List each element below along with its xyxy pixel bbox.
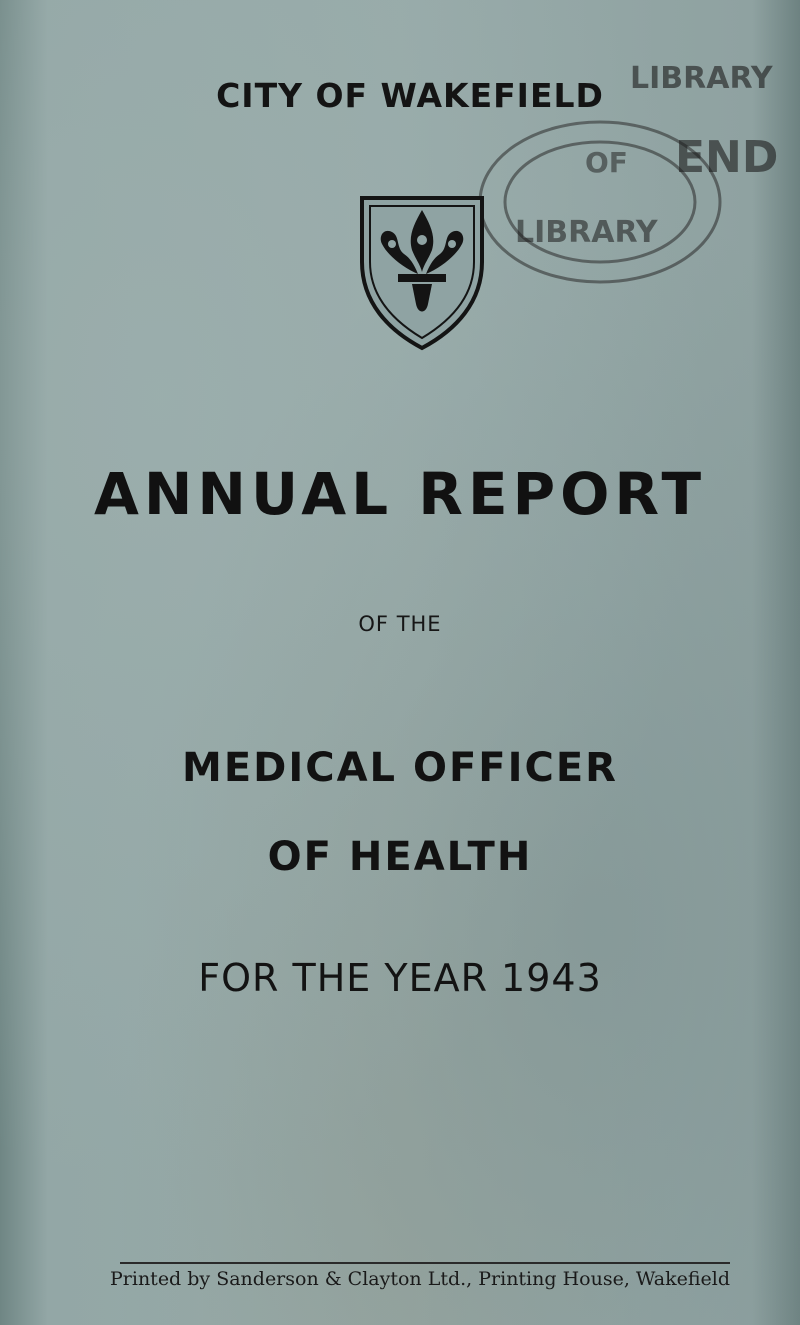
printer-credit: Printed by Sanderson & Clayton Ltd., Printing House, Wakefield [110, 1268, 731, 1290]
medical-officer-text: MEDICAL OFFICER [182, 745, 618, 791]
stamp-bottom-text: LIBRARY [515, 215, 658, 250]
stamp-top-text: LIBRARY [630, 62, 773, 96]
of-health-text: OF HEALTH [267, 834, 533, 880]
library-stamp [470, 62, 800, 312]
footer-divider [120, 1262, 730, 1264]
of-the-text: OF THE [358, 612, 442, 636]
report-year: FOR THE YEAR 1943 [198, 956, 602, 1000]
report-title: ANNUAL REPORT [93, 460, 707, 528]
stamp-corner-text: END [675, 132, 779, 183]
city-title: CITY OF WAKEFIELD [216, 76, 604, 115]
stamp-mid-text: OF [585, 146, 628, 179]
coat-of-arms-icon [356, 192, 488, 354]
